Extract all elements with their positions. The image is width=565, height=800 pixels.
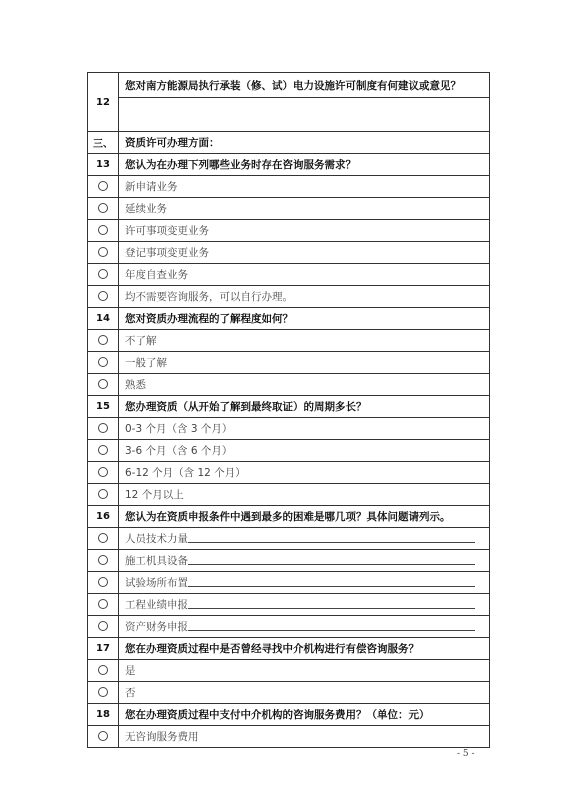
radio-circle-icon[interactable] bbox=[98, 357, 108, 367]
question-number: 13 bbox=[88, 154, 119, 176]
option-label: 3-6 个月（含 6 个月） bbox=[119, 440, 490, 462]
question-number: 12 bbox=[88, 73, 119, 132]
question-text: 您在办理资质过程中是否曾经寻找中介机构进行有偿咨询服务？ bbox=[119, 638, 490, 660]
option-row[interactable] bbox=[88, 242, 490, 264]
option-label: 一般了解 bbox=[119, 352, 490, 374]
option-row[interactable] bbox=[88, 660, 490, 682]
radio-circle-icon[interactable] bbox=[98, 379, 108, 389]
option-label: 工程业绩申报 bbox=[125, 599, 188, 611]
option-row[interactable] bbox=[88, 462, 490, 484]
option-row[interactable] bbox=[88, 264, 490, 286]
question-number: 17 bbox=[88, 638, 119, 660]
question-row-13 bbox=[88, 154, 490, 176]
option-label: 人员技术力量 bbox=[125, 533, 188, 545]
option-label: 新申请业务 bbox=[119, 176, 490, 198]
question-text: 您对南方能源局执行承装（修、试）电力设施许可制度有何建议或意见？ bbox=[119, 73, 490, 98]
option-row[interactable] bbox=[88, 330, 490, 352]
option-label: 资产财务申报 bbox=[125, 621, 188, 633]
option-row[interactable] bbox=[88, 198, 490, 220]
question-number: 18 bbox=[88, 704, 119, 726]
radio-circle-icon[interactable] bbox=[98, 489, 108, 499]
radio-circle-icon[interactable] bbox=[98, 687, 108, 697]
section-number: 三、 bbox=[88, 132, 119, 154]
option-label: 年度自查业务 bbox=[119, 264, 490, 286]
option-row[interactable] bbox=[88, 616, 490, 638]
option-label: 0-3 个月（含 3 个月） bbox=[119, 418, 490, 440]
radio-circle-icon[interactable] bbox=[98, 621, 108, 631]
answer-blank-row bbox=[88, 98, 490, 132]
option-row[interactable] bbox=[88, 352, 490, 374]
radio-circle-icon[interactable] bbox=[98, 423, 108, 433]
radio-circle-icon[interactable] bbox=[98, 269, 108, 279]
option-label: 熟悉 bbox=[119, 374, 490, 396]
question-number: 14 bbox=[88, 308, 119, 330]
radio-circle-icon[interactable] bbox=[98, 467, 108, 477]
answer-field[interactable] bbox=[119, 98, 490, 132]
radio-circle-icon[interactable] bbox=[98, 291, 108, 301]
option-row[interactable] bbox=[88, 726, 490, 748]
option-label: 无咨询服务费用 bbox=[119, 726, 490, 748]
radio-circle-icon[interactable] bbox=[98, 445, 108, 455]
option-row[interactable] bbox=[88, 286, 490, 308]
question-number: 16 bbox=[88, 506, 119, 528]
question-row-15 bbox=[88, 396, 490, 418]
option-row[interactable] bbox=[88, 528, 490, 550]
radio-circle-icon[interactable] bbox=[98, 225, 108, 235]
question-number: 15 bbox=[88, 396, 119, 418]
option-label: 试验场所布置 bbox=[125, 577, 188, 589]
option-label: 是 bbox=[119, 660, 490, 682]
radio-circle-icon[interactable] bbox=[98, 599, 108, 609]
option-row[interactable] bbox=[88, 484, 490, 506]
option-label: 均不需要咨询服务，可以自行办理。 bbox=[119, 286, 490, 308]
question-row-14 bbox=[88, 308, 490, 330]
option-row[interactable] bbox=[88, 220, 490, 242]
question-row-16 bbox=[88, 506, 490, 528]
option-row[interactable] bbox=[88, 682, 490, 704]
option-row[interactable] bbox=[88, 550, 490, 572]
option-row[interactable] bbox=[88, 374, 490, 396]
option-label: 否 bbox=[119, 682, 490, 704]
option-row[interactable] bbox=[88, 440, 490, 462]
radio-circle-icon[interactable] bbox=[98, 731, 108, 741]
radio-circle-icon[interactable] bbox=[98, 533, 108, 543]
question-text: 您认为在资质申报条件中遇到最多的困难是哪几项？具体问题请列示。 bbox=[119, 506, 490, 528]
section-title: 资质许可办理方面： bbox=[119, 132, 490, 154]
question-text: 您认为在办理下列哪些业务时存在咨询服务需求？ bbox=[119, 154, 490, 176]
fill-in-blank[interactable] bbox=[188, 553, 475, 565]
fill-in-blank[interactable] bbox=[188, 597, 475, 609]
fill-in-blank[interactable] bbox=[188, 531, 475, 543]
radio-circle-icon[interactable] bbox=[98, 665, 108, 675]
option-label: 6-12 个月（含 12 个月） bbox=[119, 462, 490, 484]
option-label: 12 个月以上 bbox=[119, 484, 490, 506]
question-text: 您对资质办理流程的了解程度如何？ bbox=[119, 308, 490, 330]
option-label: 不了解 bbox=[119, 330, 490, 352]
question-row-17 bbox=[88, 638, 490, 660]
radio-circle-icon[interactable] bbox=[98, 203, 108, 213]
option-row[interactable] bbox=[88, 418, 490, 440]
radio-circle-icon[interactable] bbox=[98, 555, 108, 565]
section-header-row bbox=[88, 132, 490, 154]
option-row[interactable] bbox=[88, 594, 490, 616]
radio-circle-icon[interactable] bbox=[98, 181, 108, 191]
fill-in-blank[interactable] bbox=[188, 619, 475, 631]
question-row-12 bbox=[88, 73, 490, 98]
question-text: 您办理资质（从开始了解到最终取证）的周期多长？ bbox=[119, 396, 490, 418]
fill-in-blank[interactable] bbox=[188, 575, 475, 587]
option-label: 施工机具设备 bbox=[125, 555, 188, 567]
question-row-18 bbox=[88, 704, 490, 726]
radio-circle-icon[interactable] bbox=[98, 335, 108, 345]
option-label: 延续业务 bbox=[119, 198, 490, 220]
option-row[interactable] bbox=[88, 572, 490, 594]
question-text: 您在办理资质过程中支付中介机构的咨询服务费用？（单位：元） bbox=[119, 704, 490, 726]
page-number: - 5 - bbox=[457, 749, 475, 759]
questionnaire-page bbox=[87, 72, 490, 748]
option-row[interactable] bbox=[88, 176, 490, 198]
option-label: 登记事项变更业务 bbox=[119, 242, 490, 264]
radio-circle-icon[interactable] bbox=[98, 577, 108, 587]
option-label: 许可事项变更业务 bbox=[119, 220, 490, 242]
radio-circle-icon[interactable] bbox=[98, 247, 108, 257]
questionnaire-table bbox=[87, 72, 490, 748]
